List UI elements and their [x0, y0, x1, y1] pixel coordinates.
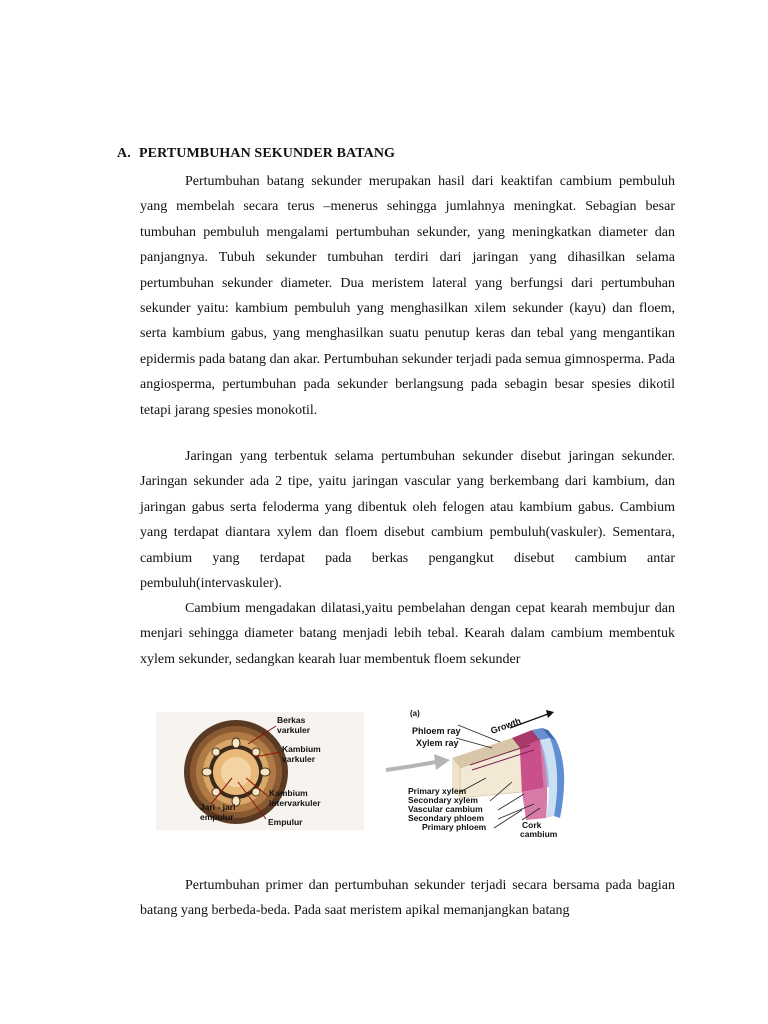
section-title: PERTUMBUHAN SEKUNDER BATANG — [139, 146, 396, 161]
paragraph-4: Pertumbuhan primer dan pertumbuhan sekunder terjadi secara bersama pada bagian batang yang berbeda-beda. Pada saat meristem apikal memanjangkan batang — [140, 878, 675, 919]
paragraph-2: Jaringan yang terbentuk selama pertumbuhan sekunder disebut jaringan sekunder. Jaringan sekunder ada 2 tipe, yaitu jaringan vascular yang berkembang dari kambium, dan jaringan gabus serta feloderma yang dibentuk oleh felogen atau kambium gabus. Cambium yang terdapat diantara xylem dan floem disebut cambium pembuluh(vaskuler). Sementara, cambium yang terdapat pada berkas pengangkut disebut cambium antar pembuluh(intervaskuler). — [140, 449, 675, 592]
paragraph-1: Pertumbuhan batang sekunder merupakan hasil dari keaktifan cambium pembuluh yang membelah secara terus –menerus sehingga jumlahnya meningkat. Sebagian besar tumbuhan pembuluh mengalami pertumbuhan sekunder, yang meningkatkan diameter dan panjangnya. Tubuh sekunder tumbuhan terdiri dari jaringan yang dihasilkan selama pertumbuhan sekunder diameter. Dua meristem lateral yang berfungsi dari pertumbuhan sekunder yaitu: kambium pembuluh yang menghasilkan xilem sekunder (kayu) dan floem, serta kambium gabus, yang menghasilkan suatu penutup keras dan tebal yang mengantikan epidermis pada batang dan akar. Pertumbuhan sekunder terjadi pada semua gimnosperma. Pada angiosperma, pertumbuhan pada sekunder berlangsung pada sebagin besar spesies dikotil tetapi jarang spesies monokotil. — [140, 174, 675, 418]
svg-text:intervarkuler — [269, 798, 321, 808]
svg-text:cambium — [520, 829, 558, 839]
label-jari-1: Jari - jari — [200, 802, 236, 812]
label-phloem-ray: Phloem ray — [412, 726, 461, 736]
label-berkas-2: varkuler — [277, 725, 311, 735]
label-kambium-2: varkuler — [282, 754, 316, 764]
stem-cross-section-figure — [156, 712, 364, 830]
label-kambium-inter-2: intervarkuler — [269, 798, 321, 808]
svg-text:varkuler — [282, 754, 316, 764]
section-heading — [117, 146, 395, 162]
label-empulur: Empulur — [268, 817, 303, 827]
svg-text:Kambium — [282, 744, 321, 754]
svg-text:empulur — [200, 812, 234, 822]
label-jari-2: empulur — [200, 812, 234, 822]
label-cork-1: Cork — [522, 820, 542, 830]
label-xylem-ray: Xylem ray — [416, 738, 459, 748]
svg-text:varkuler — [277, 725, 311, 735]
paragraph-3: Cambium mengadakan dilatasi,yaitu pembelahan dengan cepat kearah membujur dan menjari sehingga diameter batang menjadi lebih tebal. Kearah dalam cambium membentuk xylem sekunder, sedangkan kearah luar membentuk floem sekunder — [140, 601, 675, 667]
svg-text:Kambium — [269, 788, 308, 798]
svg-text:Berkas — [277, 715, 306, 725]
svg-text:Xylem ray — [416, 738, 459, 748]
label-primary-xylem: Primary xylem — [408, 786, 467, 796]
label-secondary-xylem: Secondary xylem — [408, 795, 478, 805]
label-growth: Growth — [489, 715, 523, 736]
secondary-growth-wedge-figure — [400, 708, 600, 842]
svg-text:Primary phloem — [422, 822, 487, 832]
svg-text:(a) — [410, 709, 420, 718]
label-vascular-cambium: Vascular cambium — [408, 804, 483, 814]
svg-text:Growth — [489, 716, 522, 736]
pith — [221, 757, 251, 787]
svg-text:Empulur — [268, 817, 303, 827]
panel-label: (a) — [410, 709, 420, 718]
label-primary-phloem: Primary phloem — [422, 822, 487, 832]
label-kambium-1: Kambium — [282, 744, 321, 754]
svg-text:Phloem ray — [412, 726, 461, 736]
label-kambium-inter-1: Kambium — [269, 788, 308, 798]
label-berkas-1: Berkas — [277, 715, 306, 725]
svg-text:Jari - jari — [200, 802, 235, 812]
label-secondary-phloem: Secondary phloem — [408, 813, 485, 823]
label-cork-2: cambium — [520, 829, 558, 839]
section-number: A. — [117, 146, 131, 161]
